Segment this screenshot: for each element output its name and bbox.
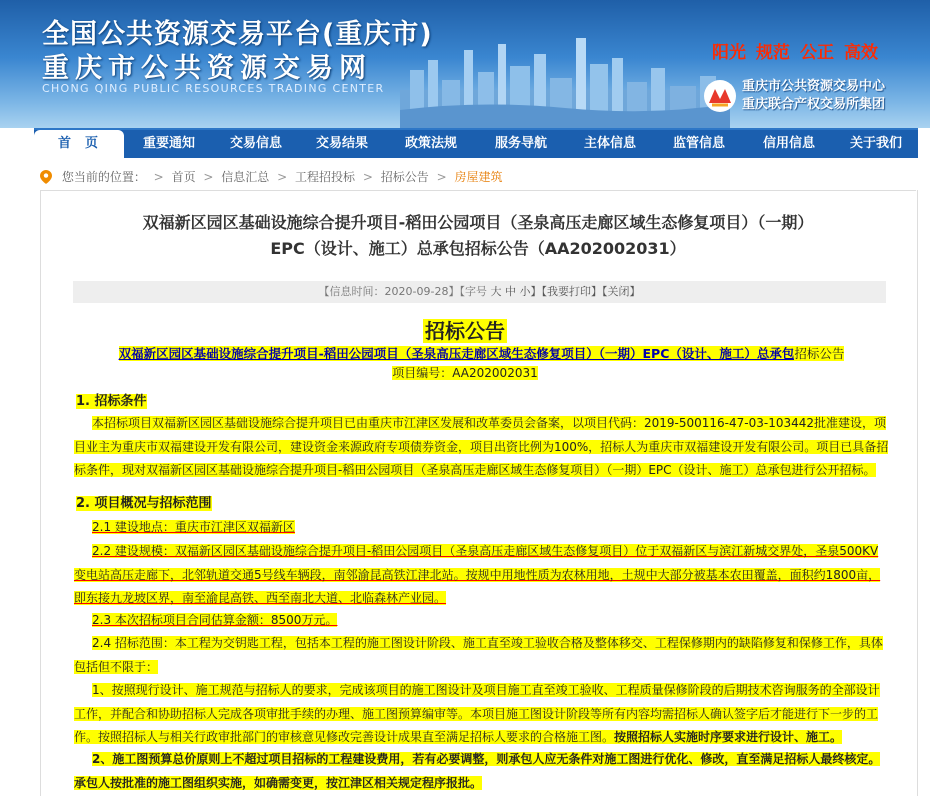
- breadcrumb-engineering[interactable]: 工程招投标: [295, 170, 356, 184]
- slogan: [712, 38, 888, 63]
- nav-item-home[interactable]: 首页: [34, 130, 124, 158]
- section-2-4-item-1: [74, 679, 889, 750]
- city-skyline-image: [400, 30, 730, 128]
- breadcrumb-separator: >: [277, 169, 288, 184]
- project-number-text: 项目编号：AA202002031: [392, 366, 538, 380]
- font-size-small-link[interactable]: 小: [519, 285, 531, 298]
- site-title-english: CHONG QING PUBLIC RESOURCES TRADING CENTER: [42, 82, 385, 95]
- article-title: [50, 210, 906, 262]
- breadcrumb-announcement[interactable]: 招标公告: [380, 170, 429, 184]
- org-name-2: 重庆联合产权交易所集团: [742, 97, 886, 112]
- breadcrumb: [40, 168, 503, 186]
- section-1-title-text: 1. 招标条件: [76, 394, 147, 409]
- site-title: 全国公共资源交易平台(重庆市): [42, 19, 433, 50]
- nav-item-about[interactable]: 关于我们: [849, 136, 902, 151]
- info-time: 2020-09-28: [384, 285, 449, 298]
- breadcrumb-prefix: 您当前的位置：: [61, 170, 146, 184]
- breadcrumb-separator: >: [153, 169, 164, 184]
- breadcrumb-current[interactable]: 房屋建筑: [454, 170, 503, 184]
- breadcrumb-home[interactable]: 首页: [171, 170, 196, 184]
- org-name-1: 重庆市公共资源交易中心: [742, 79, 886, 94]
- org-names: [742, 78, 885, 114]
- section-2-4-item-2: [74, 748, 889, 795]
- section-2-1: [74, 516, 889, 540]
- font-size-label: 】【字号: [448, 285, 487, 298]
- section-2-1-text: 2.1 建设地点：重庆市江津区双福新区: [92, 520, 295, 534]
- section-2-2-text: 2.2 建设规模：双福新区园区基础设施综合提升项目-稻田公园项目（圣泉高压走廊区域生态修复项目）位于双福新区与滨江新城交界处，圣泉500KV变电站高压走廊下，北邻轨道交通5号线车辆段，南邻渝昆高铁江津北站。按规中用地性质为农林用地，土规中大部分被基本农田覆盖，面积约1800亩，即东接九龙坡区界，南至渝昆高铁、西至南北大道、北临森林产业园。: [74, 544, 881, 605]
- section-2-4-item-2-text: 2、施工图预算总价原则上不超过项目招标的工程建设费用，若有必要调整，则承包人应无条件对施工图进行优化、修改，直至满足招标人最终核定。承包人按批准的施工图组织实施，如确需变更，按江津区相关规定程序报批。: [74, 752, 881, 790]
- notice-title: [0, 315, 930, 344]
- section-1-text: [74, 412, 889, 483]
- section-2-title: [76, 492, 212, 511]
- nav-item-credit[interactable]: 信用信息: [762, 136, 815, 151]
- section-2-4: [74, 632, 889, 679]
- article-title-line2: EPC（设计、施工）总承包招标公告（AA202002031）: [270, 239, 686, 258]
- breadcrumb-separator: >: [436, 169, 447, 184]
- nav-item-entity-info[interactable]: 主体信息: [583, 136, 636, 151]
- org-logo-icon: [703, 79, 737, 113]
- section-1-title: [76, 390, 147, 409]
- location-pin-icon: [40, 170, 52, 184]
- font-size-medium-link[interactable]: 中: [504, 285, 516, 298]
- site-banner: [0, 0, 930, 128]
- breadcrumb-separator: >: [362, 169, 373, 184]
- notice-title-text: 招标公告: [425, 319, 505, 343]
- divider: [40, 190, 916, 191]
- close-link[interactable]: 【关闭】: [601, 285, 641, 298]
- breadcrumb-summary[interactable]: 信息汇总: [221, 170, 270, 184]
- project-number: [0, 364, 930, 381]
- nav-item-trade-results[interactable]: 交易结果: [315, 136, 368, 151]
- section-2-4-item-1-bold: 按照招标人实施时序要求进行设计、施工。: [614, 730, 843, 744]
- main-nav: [34, 128, 918, 158]
- article-title-line1: 双福新区园区基础设施综合提升项目-稻田公园项目（圣泉高压走廊区域生态修复项目）（一期）: [142, 213, 814, 232]
- nav-item-policies[interactable]: 政策法规: [404, 136, 457, 151]
- nav-item-supervision[interactable]: 监管信息: [672, 136, 725, 151]
- info-time-label: 【信息时间：: [318, 285, 385, 298]
- section-2-4-text: 2.4 招标范围：本工程为交钥匙工程，包括本工程的施工图设计阶段、施工直至竣工验收合格及整体移交、工程保修期内的缺陷修复和保修工作，具体包括但不限于：: [74, 636, 883, 674]
- slogan-item: 高效: [844, 43, 878, 63]
- notice-subtitle-bold: 双福新区园区基础设施综合提升项目-稻田公园项目（圣泉高压走廊区域生态修复项目）（一期）EPC（设计、施工）总承包: [118, 346, 795, 361]
- notice-subtitle-tail: 招标公告: [794, 346, 845, 361]
- slogan-item: 规范: [756, 43, 790, 63]
- slogan-item: 公正: [800, 43, 834, 63]
- nav-item-trade-info[interactable]: 交易信息: [229, 136, 282, 151]
- nav-item-service-guide[interactable]: 服务导航: [494, 136, 547, 151]
- section-2-3-text: 2.3 本次招标项目合同估算金额：8500万元。: [92, 613, 338, 627]
- site-subtitle: 重庆市公共资源交易网: [42, 53, 372, 84]
- print-link[interactable]: 】【我要打印】: [530, 285, 602, 298]
- article-meta-bar: [73, 281, 886, 303]
- notice-subtitle: [74, 345, 889, 362]
- section-2-2: [74, 540, 889, 611]
- section-2-3: [74, 609, 889, 633]
- breadcrumb-separator: >: [203, 169, 214, 184]
- section-2-title-text: 2. 项目概况与招标范围: [76, 496, 212, 511]
- section-1-paragraph: 本招标项目双福新区园区基础设施综合提升项目已由重庆市江津区发展和改革委员会备案，以项目代码：2019-500116-47-03-103442批准建设，项目业主为重庆市双福建设开发有限公司，建设资金来源政府专项债券资金，项目出资比例为100%，招标人为重庆市双福建设开发有限公司。项目已具备招标条件，现对双福新区园区基础设施综合提升项目-稻田公园项目（圣泉高压走廊区域生态修复项目）（一期）EPC（设计、施工）总承包进行公开招标。: [74, 416, 889, 477]
- font-size-large-link[interactable]: 大: [490, 285, 502, 298]
- slogan-item: 阳光: [712, 43, 746, 63]
- section-2-4-item-1-text: 1、按照现行设计、施工规范与招标人的要求，完成该项目的施工图设计及项目施工直至竣工验收、工程质量保修阶段的后期技术咨询服务的全部设计工作，并配合和协助招标人完成各项审批手续的办理、施工图预算编审等。本项目施工图设计阶段等所有内容均需招标人确认签字后才能进行下一步的工作。按照招标人与相关行政审批部门的审核意见修改完善设计成果直至满足招标人要求的合格施工图。: [74, 683, 880, 744]
- nav-item-notices[interactable]: 重要通知: [142, 136, 195, 151]
